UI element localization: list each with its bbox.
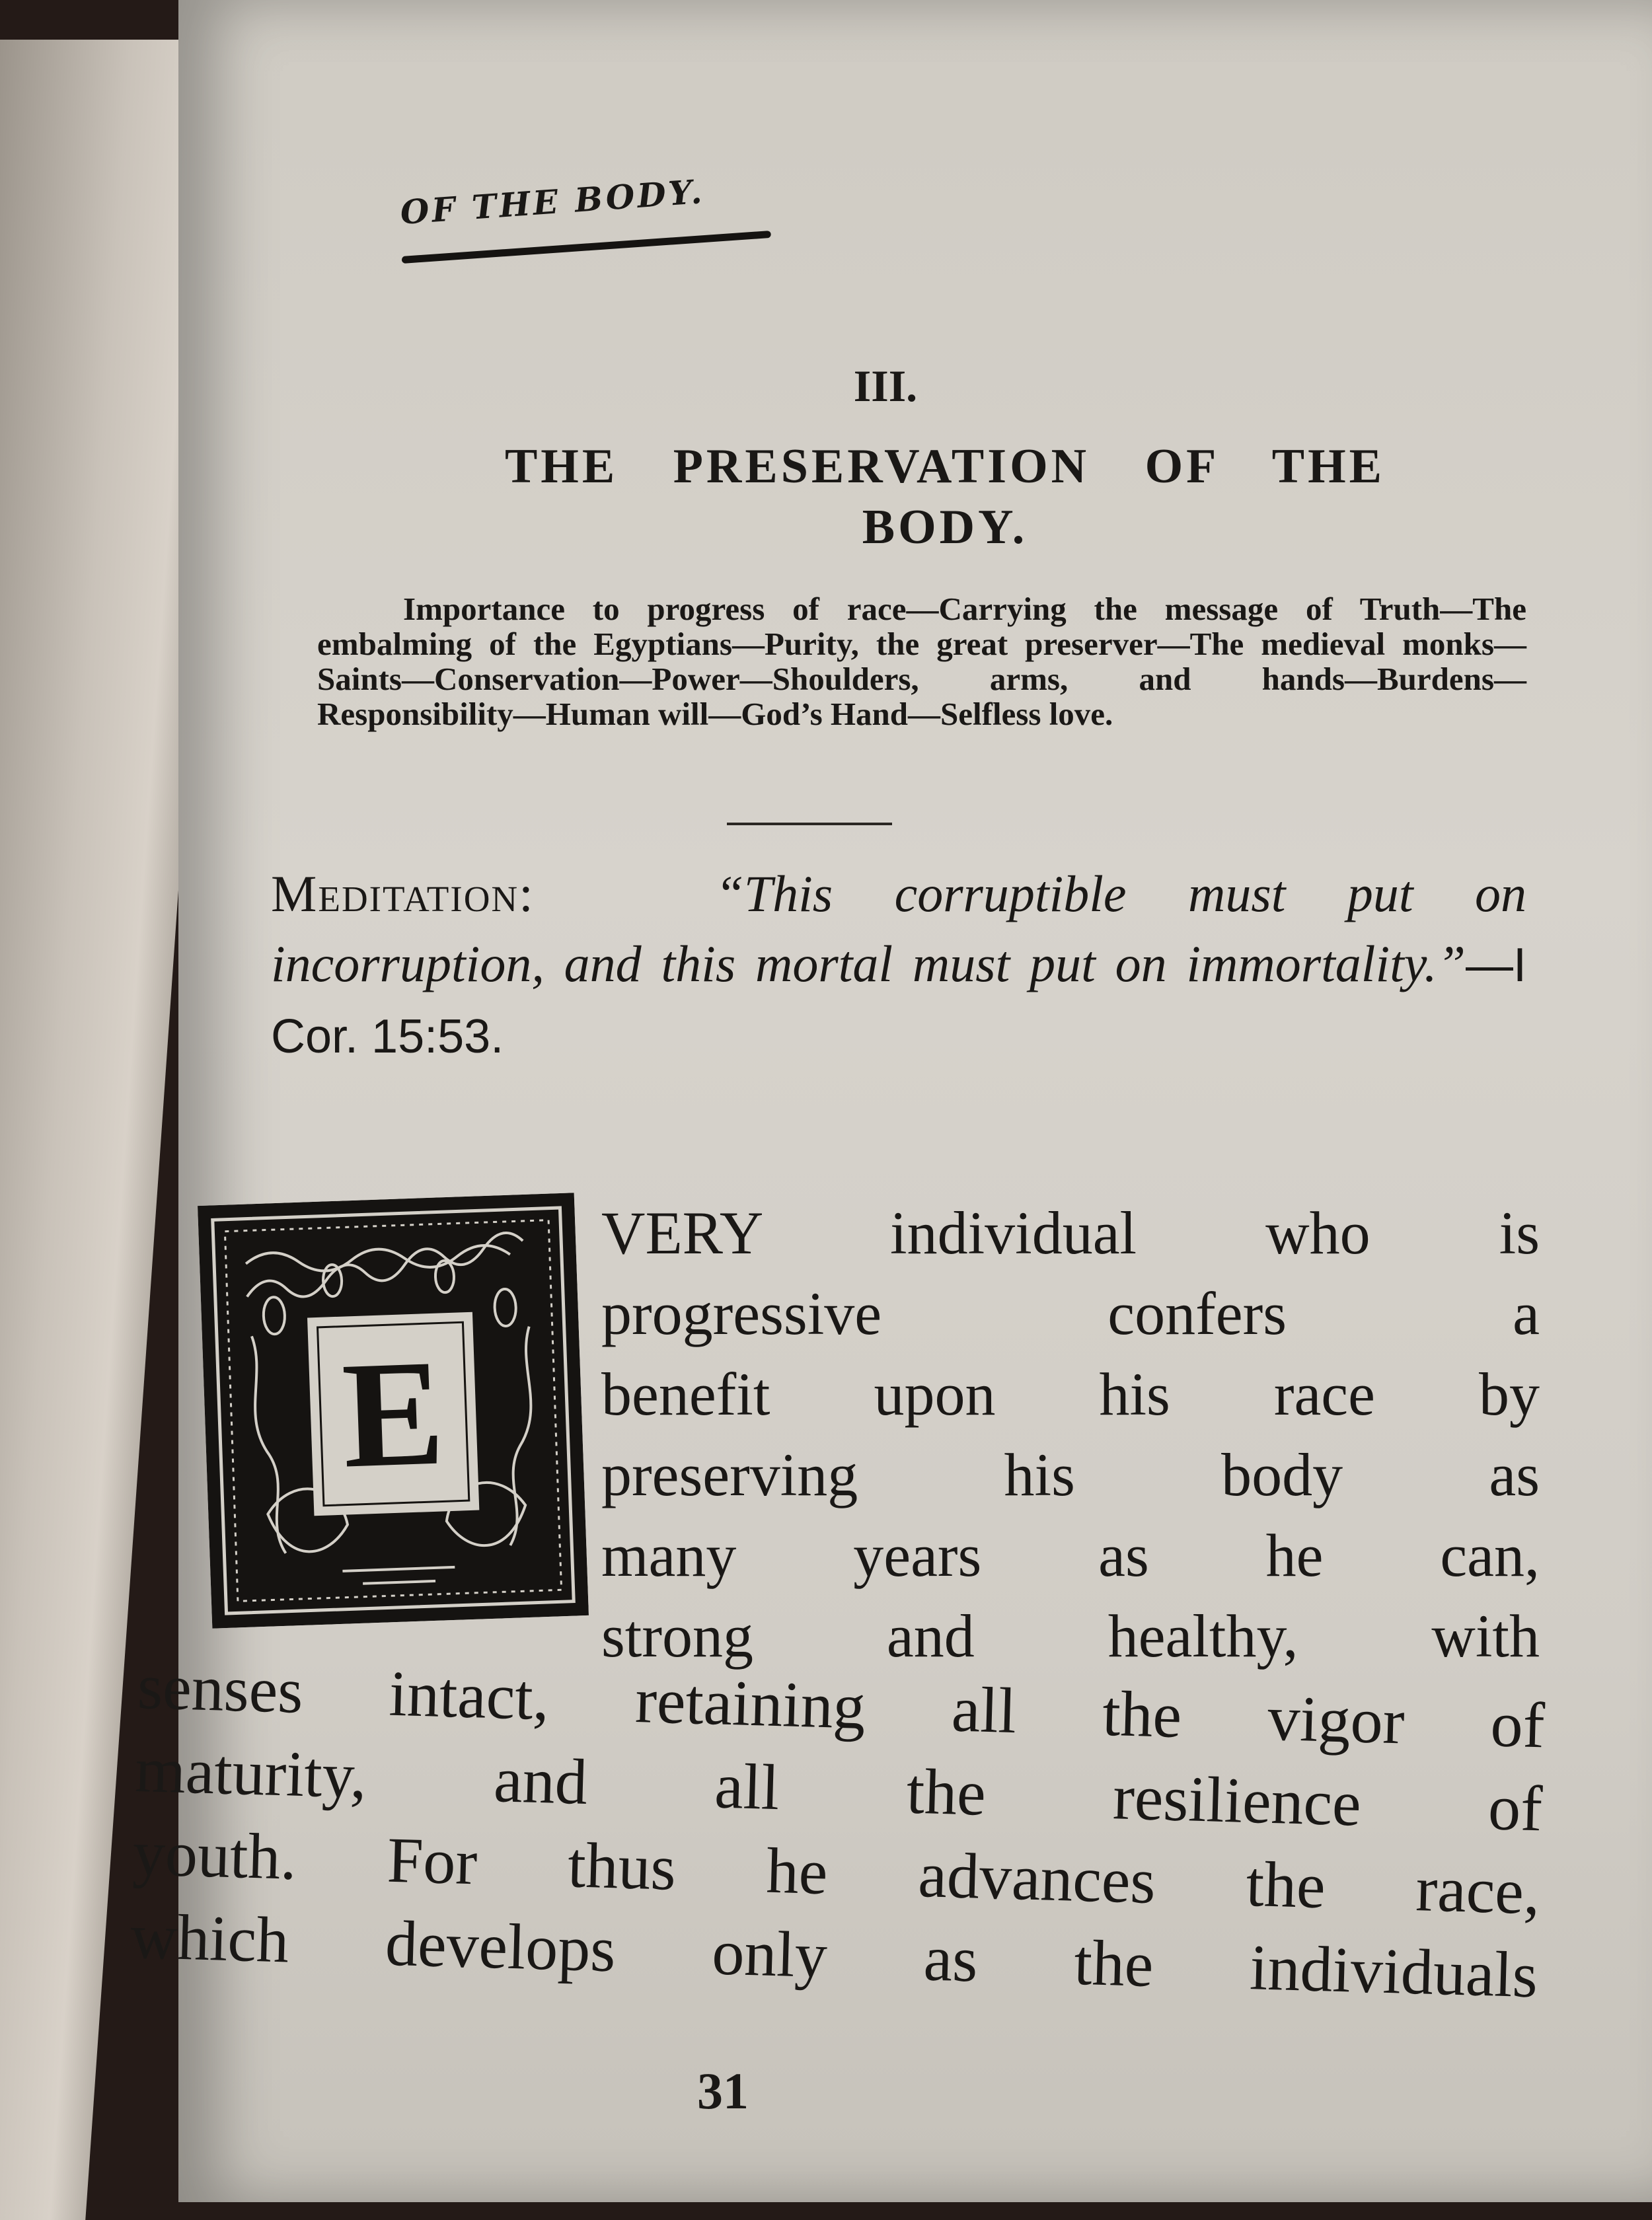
body-line: strong and healthy, with xyxy=(601,1602,1540,1670)
chapter-title-line-2: BODY. xyxy=(862,500,1028,554)
chapter-title-line-1: THE PRESERVATION OF THE xyxy=(504,439,1386,494)
running-head: OF THE BODY. xyxy=(398,171,706,232)
meditation xyxy=(271,859,1526,1072)
body-line: many years as he can, xyxy=(601,1522,1540,1589)
page-number: 31 xyxy=(697,2062,749,2120)
body-line: maturity, and all the resilience of xyxy=(134,1734,1544,1845)
book-page xyxy=(130,0,1652,2202)
body-line: VERY individual who is xyxy=(601,1199,1540,1267)
running-head-rule xyxy=(402,231,771,264)
meditation-quote: “This corruptible must put on incorruption, and this mortal must put on immortality.” xyxy=(271,865,1526,992)
body-line: youth. For thus he advances the race, xyxy=(131,1817,1541,1929)
body-text-beside-initial xyxy=(601,1193,1540,1676)
drop-cap-letter: E xyxy=(340,1327,447,1500)
meditation-reference: —I Cor. 15:53. xyxy=(271,939,1526,1063)
chapter-number: III. xyxy=(853,361,918,411)
chapter-title xyxy=(363,436,1526,558)
body-line: progressive confers a xyxy=(601,1280,1540,1347)
body-line: senses intact, retaining all the vigor of xyxy=(136,1650,1546,1762)
body-line: which develops only as the individuals xyxy=(130,1900,1539,2012)
body-text xyxy=(130,1645,1546,2017)
section-divider xyxy=(727,823,892,825)
body-line: benefit upon his race by xyxy=(601,1360,1540,1428)
meditation-label: Meditation: xyxy=(271,865,535,922)
chapter-synopsis: Importance to progress of race—Carrying the message of Truth—The embalming of the Egyptians—Purity, the great preserver—The medieval monks—Saints—Conservation—Power—Shoulders, arms, and hands—Burdens—Responsibility—Human will—God’s Hand—Selfless love. xyxy=(317,591,1526,732)
ornamental-initial xyxy=(198,1193,589,1629)
body-line: preserving his body as xyxy=(601,1441,1540,1508)
